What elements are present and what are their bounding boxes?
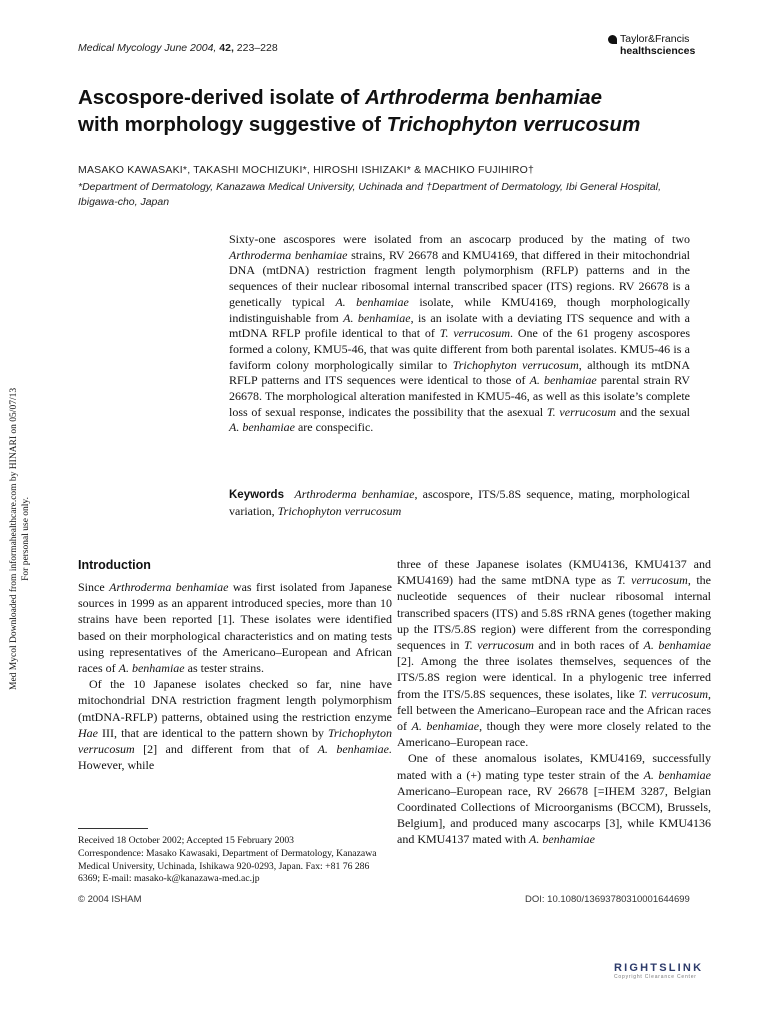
title-text: with morphology suggestive of xyxy=(78,113,387,136)
journal-volume: 42, xyxy=(219,42,234,54)
rightslink-sub: Copyright Clearance Center xyxy=(614,974,697,980)
journal-pages: 223–228 xyxy=(236,42,278,54)
rightslink-name: RIGHTSLINK xyxy=(614,962,704,974)
keywords-label: Keywords xyxy=(229,489,284,501)
journal-citation xyxy=(78,42,278,54)
abstract: Sixty-one ascospores were isolated from an ascocarp produced by the mating of two Arthroderma benhamiae strains, RV 26678 and KMU4169, that differed in their mitochondrial DNA (mtDNA) restriction fragment length polymorphism (RFLP) patterns and in the sequences of their nuclear ribosomal internal transcribed spacer (ITS) regions. RV 26678 is a genetically typical A. benhamiae isolate, while KMU4169, though morphologically indistinguishable from A. benhamiae, is an isolate with a deviating ITS sequence and with a mtDNA RFLP profile identical to that of T. verrucosum. One of the 61 progeny ascospores formed a colony, KMU5-46, that was quite different from both parental isolates. KMU5-46 is a faviform colony morphologically similar to Trichophyton verrucosum, although its mtDNA RFLP patterns and ITS sequences were identical to those of A. benhamiae parental strain RV 26678. The morphological alteration manifested in KMU5-46, as well as this isolate’s complete loss of sexual response, indicates the possibility that the asexual T. verrucosum and the sexual A. benhamiae are conspecific. xyxy=(229,232,691,435)
footnote xyxy=(78,835,388,886)
paragraph: three of these Japanese isolates (KMU4136, KMU4137 and KMU4169) had the same mtDNA type as T. verrucosum, the nucleotide sequences of their nuclear ribosomal internal transcribed spacers (ITS) and 5.8S rRNA genes (together making up the ITS/5.8S region) were different from the corresponding sequences in T. verrucosum and in both races of A. benhamiae [2]. Among the three isolates themselves, sequences of the ITS/5.8S region were identical. In a phylogenic tree inferred from the ITS/5.8S sequences, these isolates, like T. verrucosum, fell between the Americano–European race and the African races of A. benhamiae, though they were more closely related to the Americano–European race. xyxy=(397,557,712,750)
correspondence: Correspondence: Masako Kawasaki, Department of Dermatology, Kanazawa Medical University, Uchinada, Ishikawa 920-0293, Japan. Fax: +81 76 286 6369; E-mail: masako-k@kanazawa-med.ac.jp xyxy=(78,847,377,885)
received-dates: Received 18 October 2002; Accepted 15 February 2003 xyxy=(78,835,295,846)
publisher-logo xyxy=(608,33,695,57)
title-species: Trichophyton verrucosum xyxy=(386,113,641,136)
copyright: © 2004 ISHAM xyxy=(78,894,142,905)
title-text: Ascospore-derived isolate of xyxy=(78,86,366,109)
journal-name: Medical Mycology xyxy=(78,42,162,54)
article-title xyxy=(78,84,718,138)
journal-date: June 2004, xyxy=(164,42,217,54)
publisher-mark-icon xyxy=(608,35,617,44)
paragraph: One of these anomalous isolates, KMU4169, successfully mated with a (+) mating type tester strain of the A. benhamiae Americano–European race, RV 26678 [=IHEM 3287, Belgian Coordinated Collections of Microorganisms (BCCM), Brussels, Belgium], and produced many ascocarps [3], while KMU4136 and KMU4137 mated with A. benhamiae xyxy=(397,751,711,847)
body-column-left xyxy=(78,579,392,773)
rightslink-logo[interactable] xyxy=(614,962,703,980)
publisher-division: healthsciences xyxy=(620,45,696,57)
title-species: Arthroderma benhamiae xyxy=(365,86,603,109)
section-heading-introduction: Introduction xyxy=(78,558,151,572)
publisher-name: Taylor&Francis xyxy=(620,33,690,45)
footnote-rule xyxy=(78,828,148,829)
body-column-right xyxy=(397,556,711,848)
affiliations: *Department of Dermatology, Kanazawa Medical University, Uchinada and †Department of Dermatology, Ibi General Hospital, Ibigawa-cho, Japan xyxy=(78,181,662,208)
keywords: Keywords Arthroderma benhamiae, ascospore, ITS/5.8S sequence, mating, morphological variation, Trichophyton verrucosum xyxy=(229,487,691,518)
download-watermark xyxy=(2,330,40,690)
paragraph: Since Arthroderma benhamiae was first isolated from Japanese sources in 1999 as an apparent introduced species, more than 10 strains have been reported [1]. These isolates were identified based on their morphological characteristics and on mating tests using representatives of the Americano–European and African races of A. benhamiae as tester strains. xyxy=(78,580,392,676)
author-list: MASAKO KAWASAKI*, TAKASHI MOCHIZUKI*, HIROSHI ISHIZAKI* & MACHIKO FUJIHIRO† xyxy=(78,164,535,176)
watermark-line: For personal use only. xyxy=(21,497,31,581)
watermark-line: Med Mycol Downloaded from informahealthcare.com by HINARI on 05/07/13 xyxy=(9,387,19,690)
paragraph: Of the 10 Japanese isolates checked so far, nine have mitochondrial DNA restriction fragment length polymorphism (mtDNA-RFLP) patterns, obtained using the restriction enzyme Hae III, that are identical to the pattern shown by Trichophyton verrucosum [2] and different from that of A. benhamiae. However, while xyxy=(78,677,392,773)
doi[interactable]: DOI: 10.1080/13693780310001644699 xyxy=(525,894,690,905)
